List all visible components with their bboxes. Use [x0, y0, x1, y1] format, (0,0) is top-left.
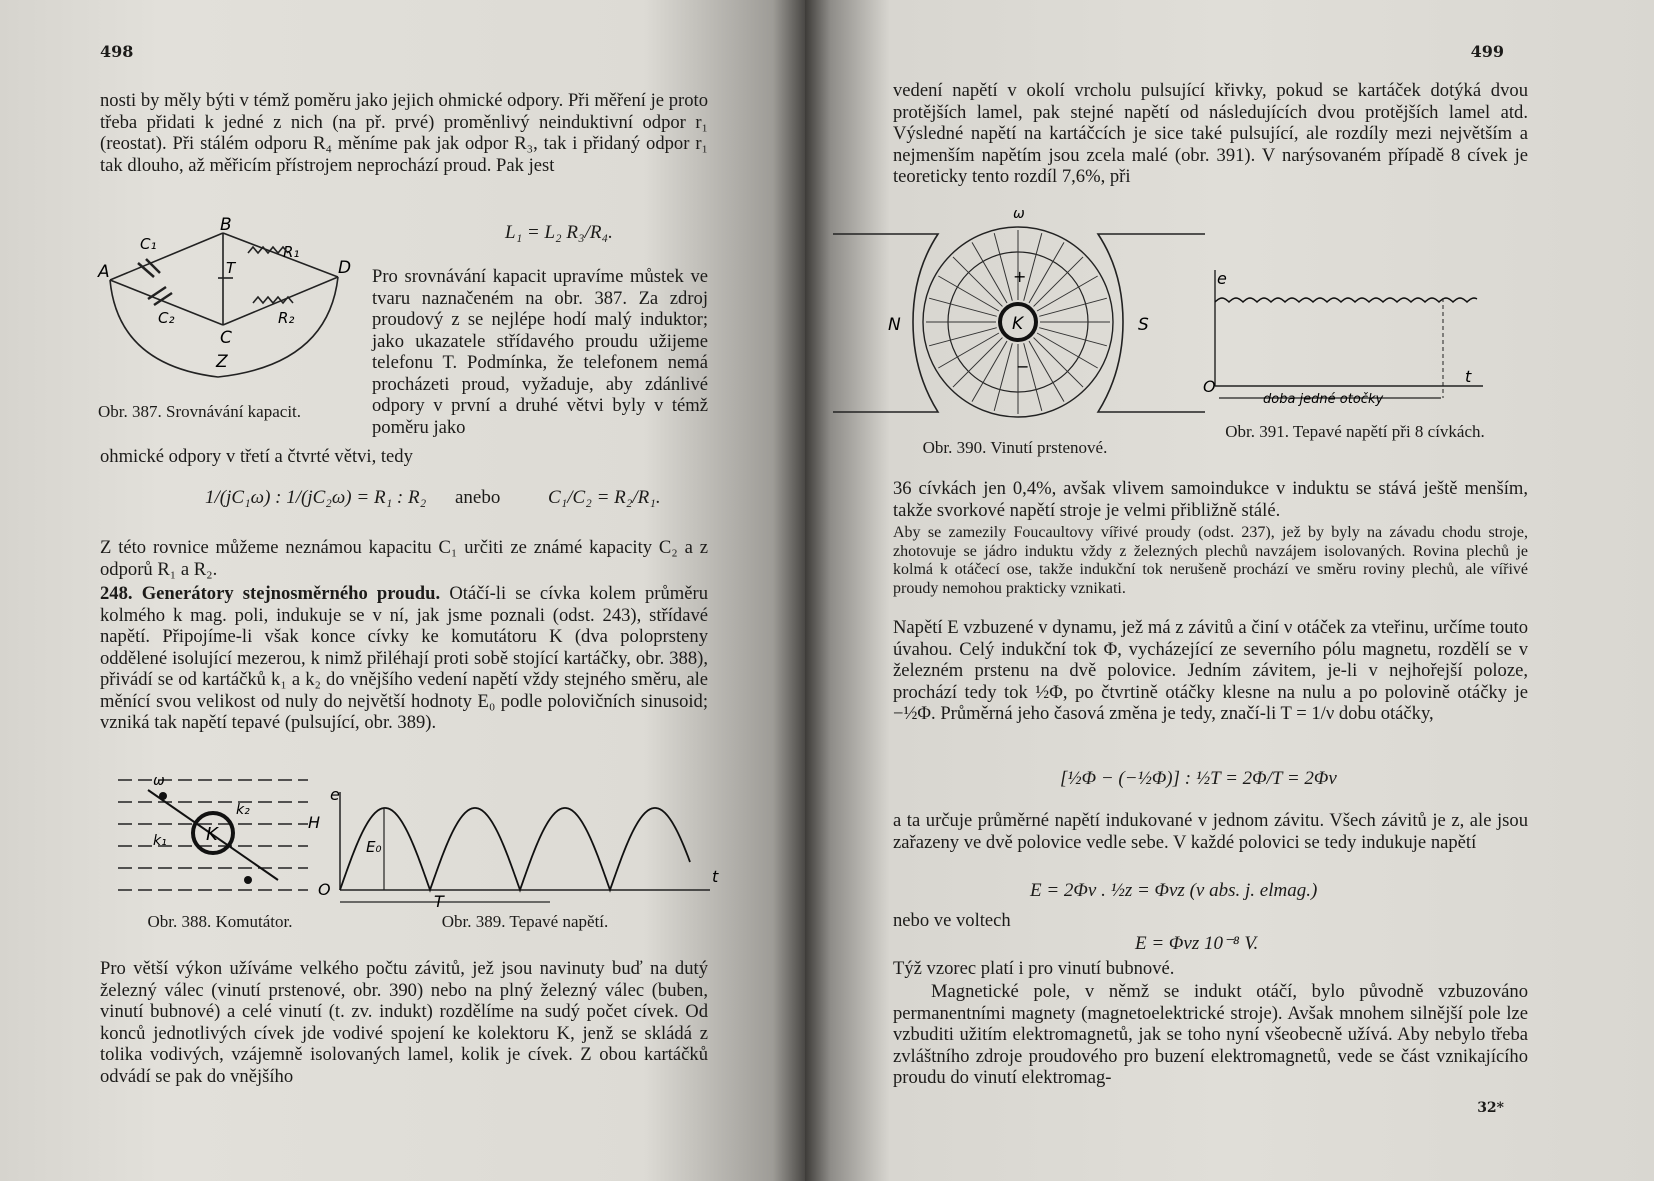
winding-spoke [1024, 343, 1042, 411]
paragraph: nosti by měly býti v témž poměru jako jejich ohmické odpory. Při měření je proto třeba přidati k jedné z nich (na př. prvé) proměnlivý neinduktivní odpor r₁ (reostat). Při stálém odporu R₄ měníme pak jak odpor R₃, tak i přidaný odpor r₁ tak dlouho, až měřicím přístrojem neprochází proud. Pak jest [100, 90, 708, 176]
label-B: B [220, 215, 232, 235]
label-e: e [1217, 269, 1227, 288]
label-O: O [1203, 377, 1216, 396]
section-title: Generátory stejnosměrného proudu. [141, 583, 441, 604]
small-paragraph: Aby se zamezily Foucaultovy vířivé proudy (odst. 237), jež by byly na závadu chodu stroje, zhotovuje se jádro induktu vždy z železných plechů navzájem isolovaných. Rovina plechů je kolmá k otáčecí ose, takže indukční tok nerušeně prochází ve směru roviny plechů, ale vířivé proudy nemohou prakticky vznikati. [893, 524, 1528, 597]
left-page [0, 0, 805, 1181]
label-omega: ω [1013, 206, 1025, 222]
section-text: Otáčí-li se cívka kolem průměru kolmého k mag. poli, indukuje se v ní, jak jsme poznali (odst. 243), střídavé napětí. Připojíme-li však konce cívky ke komutátoru K (dva poloprsteny oddělené isolující mezerou, k nimž přiléhají proti sobě stojící kartáčky, obr. 388), přivádí se od kartáčků k₁ a k₂ do vnějšího vedení napětí vždy stejného směru, ale měnící svou velikost od nuly do největší hodnoty E₀ podle polovičních sinusoid; vzniká tak napětí tepavé (pulsující, obr. 389). [100, 583, 708, 733]
section-paragraph [100, 583, 708, 734]
paragraph: vedení napětí v okolí vrcholu pulsující křivky, pokud se kartáček dotýká dvou protějších lamel, pak stejné napětí od následujících dvou protějších lamel atd. Výsledné napětí na kartáčcích je sice také pulsující, ale rozdíly mezi největším a nejmenším napětím jsou zcela malé (obr. 391). V narýsovaném případě 8 cívek je teoreticky tento rozdíl 7,6%, při [893, 80, 1528, 187]
figure-387-bridge-diagram [98, 215, 358, 395]
label-N: N [888, 315, 901, 335]
paragraph: 36 cívkách jen 0,4%, avšak vlivem samoindukce v induktu se stává ještě menším, takže svorkové napětí stroje je velmi přibližně stálé. [893, 478, 1528, 521]
winding-spoke [994, 343, 1012, 411]
label-t: t [1465, 367, 1472, 386]
fig388-caption: Obr. 388. Komutátor. [147, 912, 293, 931]
label-k1: k₁ [153, 833, 167, 849]
formula: [½Φ − (−½Φ)] : ½T = 2Φ/T = 2Φν [1060, 768, 1337, 789]
label-period: doba jedné otočky [1263, 392, 1384, 407]
paragraph: Napětí E vzbuzené v dynamu, jež má z závitů a činí ν otáček za vteřinu, určíme touto úvahou. Celý indukční tok Φ, vycházející ze severního pólu magnetu, rozdělí se v železném prstenu na dvě polovice. Jedním závitem, je-li v nejhořejší poloze, prochází tedy tok ½Φ, po čtvrtině otáčky klesne na nulu a po polovině otáčky je −½Φ. Průměrná jeho časová změna je tedy, značí-li T = 1/ν dobu otáčky, [893, 617, 1528, 724]
label-H: H [308, 813, 321, 832]
section-number: 248. [100, 583, 133, 604]
paragraph: ohmické odpory v třetí a čtvrté větvi, tedy [100, 446, 413, 467]
page-number: 499 [1470, 42, 1504, 61]
label-D: D [338, 258, 352, 278]
fig391-plot [1203, 268, 1503, 408]
label-C2: C₂ [158, 309, 175, 327]
fig389-plot [318, 785, 725, 911]
label-C1: C₁ [140, 235, 157, 253]
figure-390-ring-winding [833, 206, 1205, 427]
signature-mark: 32* [1477, 1100, 1504, 1116]
page-number: 498 [100, 42, 134, 61]
formula: C₁/C₂ = R₂/R₁. [548, 487, 661, 508]
label-minus: − [1016, 357, 1030, 376]
label-Z: Z [216, 352, 228, 372]
winding-spoke [994, 233, 1012, 301]
fig389-caption: Obr. 389. Tepavé napětí. [441, 912, 609, 931]
winding-spoke [1039, 328, 1107, 346]
winding-spoke [1039, 298, 1107, 316]
label-A: A [98, 262, 110, 282]
label-omega: ω [153, 773, 165, 789]
paragraph: nebo ve voltech [893, 910, 1011, 931]
fig391-caption: Obr. 391. Tepavé napětí při 8 cívkách. [1225, 422, 1485, 441]
label-k2: k₂ [236, 802, 250, 818]
formula-word: anebo [455, 487, 501, 508]
paragraph: Pro větší výkon užíváme velkého počtu závitů, jež jsou navinuty buď na dutý železný válec (vinutí prstenové, obr. 390) nebo na plný železný válec (buben, vinutí bubnové) a celé vinutí (t. zv. indukt) rozdělíme na sudý počet cívek. Od konců jednotlivých cívek jde vodivé spojení ke kolektoru K, jenž se skládá z tolika vodivých, vzájemně isolovaných lamel, kolik je cívek. Z obou kartáčků odvádí se pak do vnějšího [100, 958, 708, 1087]
paragraph: Magnetické pole, v němž se indukt otáčí, bylo původně vzbuzováno permanentními magnety (magnetoelektrické stroje). Avšak mnohem silnější pole lze vzbuditi užitím elektromagnetů, jak se toho nyní všeobecně užívá. Aby nebylo třeba zvláštního zdroje proudového pro buzení elektromagnetů, vede se část vznikajícího proudu do vinutí elektromag- [893, 981, 1528, 1088]
formula: E = Φνz 10⁻⁸ V. [1135, 933, 1259, 954]
label-e: e [330, 785, 340, 804]
label-T: T [226, 259, 236, 277]
label-O: O [318, 880, 331, 899]
winding-spoke [1024, 233, 1042, 301]
label-C: C [220, 328, 232, 348]
paragraph: Týž vzorec platí i pro vinutí bubnové. [893, 958, 1175, 979]
label-S: S [1138, 315, 1149, 335]
label-K: K [206, 824, 218, 845]
right-page [805, 0, 1654, 1181]
label-K: K [1012, 314, 1024, 334]
winding-spoke [929, 298, 997, 316]
fig387-caption: Obr. 387. Srovnávání kapacit. [98, 402, 302, 421]
formula: L₁ = L₂ R₃/R₄. [505, 222, 613, 243]
label-R1: R₁ [283, 243, 300, 261]
winding-spoke [929, 328, 997, 346]
label-E0: E₀ [366, 838, 382, 856]
paragraph: Pro srovnávání kapacit upravíme můstek ve tvaru naznačeném na obr. 387. Za zdroj proudový z se nejlépe hodí malý induktor; jako ukazatele střídavého proudu užijeme telefonu T. Podmínka, že telefonem nemá procházeti proud, vyžaduje, aby zdánlivé odpory v první a druhé větvi byly v témž poměru jako [372, 266, 708, 438]
label-plus: + [1013, 267, 1027, 286]
label-T-period: T [434, 892, 444, 911]
formula: E = 2Φν . ½z = Φνz (v abs. j. elmag.) [1030, 880, 1318, 901]
paragraph: Z této rovnice můžeme neznámou kapacitu C₁ určiti ze známé kapacity C₂ a z odporů R₁ a R₂. [100, 537, 708, 580]
fig390-caption: Obr. 390. Vinutí prstenové. [922, 438, 1108, 457]
label-t: t [712, 867, 719, 886]
figure-389-pulsating-voltage [318, 785, 725, 911]
paragraph: a ta určuje průměrné napětí indukované v jednom závitu. Všech závitů je z, ale jsou zařazeny ve dvě polovice vedle sebe. V každé polovici se tedy indukuje napětí [893, 810, 1528, 853]
figure-388-commutator [118, 770, 323, 905]
formula: 1/(jC₁ω) : 1/(jC₂ω) = R₁ : R₂ [205, 487, 427, 508]
label-R2: R₂ [278, 309, 295, 327]
figure-391-voltage-8-coils [1203, 268, 1503, 408]
